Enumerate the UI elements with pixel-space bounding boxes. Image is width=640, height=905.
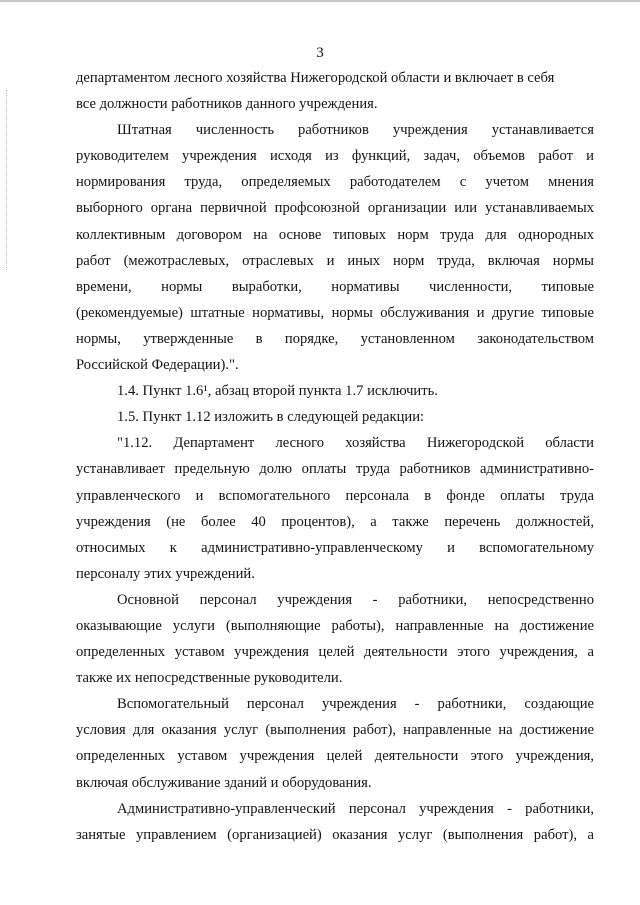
text-line: Основной персонал учреждения - работники, непосредственно (117, 591, 594, 608)
text-line: "1.12. Департамент лесного хозяйства Нижегородской области (117, 435, 594, 452)
text-line: условия для оказания услуг (выполнения работ), направленные на достижение (76, 722, 594, 739)
text-line: нормирования труда, определяемых работодателем с учетом мнения (76, 174, 594, 191)
text-line: 1.5. Пункт 1.12 изложить в следующей редакции: (117, 409, 425, 426)
text-line: работ (межотраслевых, отраслевых и иных норм труда, включая нормы (76, 252, 594, 269)
text-line: относимых к административно-управленческому и вспомогательному (76, 539, 594, 556)
text-line: департаментом лесного хозяйства Нижегородской области и включает в себя (76, 70, 555, 86)
text-line: учреждения (не более 40 процентов), а также перечень должностей, (76, 513, 594, 530)
document-body (76, 65, 594, 848)
text-line: все должности работников данного учреждения. (76, 96, 378, 113)
text-line: определенных уставом учреждения целей деятельности этого учреждения, (76, 748, 594, 765)
scan-margin-mark (6, 90, 8, 270)
text-line: нормы, утвержденные в порядке, установленном законодательством (76, 330, 594, 347)
text-line: 1.4. Пункт 1.6¹, абзац второй пункта 1.7 исключить. (117, 383, 438, 400)
text-line: Административно-управленческий персонал учреждения - работники, (117, 800, 594, 817)
page-number: 3 (316, 45, 324, 61)
text-line: включая обслуживание зданий и оборудования. (76, 774, 372, 791)
text-line: коллективным договором на основе типовых норм труда для однородных (76, 226, 594, 243)
text-line: управленческого и вспомогательного персонала в фонде оплаты труда (76, 487, 594, 504)
text-line: Российской Федерации).". (76, 357, 239, 374)
text-line: времени, нормы выработки, нормативы численности, типовые (76, 278, 594, 295)
page-top-edge (0, 0, 640, 2)
text-line: персоналу этих учреждений. (76, 565, 255, 582)
text-line: определенных уставом учреждения целей деятельности этого учреждения, а (76, 644, 594, 661)
text-line: также их непосредственные руководители. (76, 670, 343, 687)
text-line: руководителем учреждения исходя из функций, задач, объемов работ и (76, 148, 594, 165)
text-line: устанавливает предельную долю оплаты труда работников административно- (76, 461, 594, 478)
text-line: Вспомогательный персонал учреждения - работники, создающие (117, 696, 594, 713)
text-line: (рекомендуемые) штатные нормативы, нормы обслуживания и другие типовые (76, 304, 594, 321)
text-line: Штатная численность работников учреждения устанавливается (117, 122, 594, 139)
text-line: оказывающие услуги (выполняющие работы), направленные на достижение (76, 617, 594, 634)
text-line: выборного органа первичной профсоюзной организации или устанавливаемых (76, 200, 594, 217)
text-line: занятые управлением (организацией) оказания услуг (выполнения работ), а (76, 826, 594, 843)
